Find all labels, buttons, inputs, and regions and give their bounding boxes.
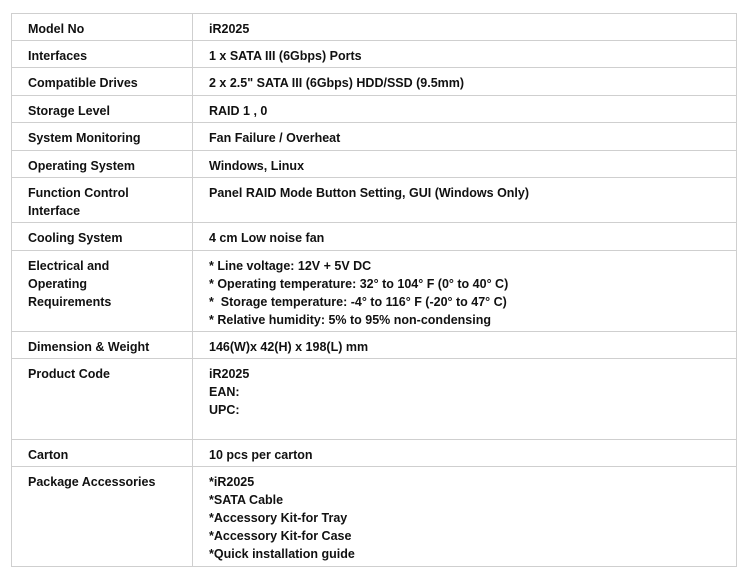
label-line: Requirements bbox=[28, 295, 112, 309]
label-line: Storage Level bbox=[28, 104, 110, 118]
table-row bbox=[12, 68, 737, 96]
label-line: Model No bbox=[28, 22, 85, 36]
label-line: Operating bbox=[28, 277, 88, 291]
value-line: EAN: bbox=[209, 385, 240, 399]
spec-value-carton bbox=[193, 440, 737, 467]
spec-label-cooling-system bbox=[12, 223, 193, 251]
label-line: Operating System bbox=[28, 159, 135, 173]
spec-label-operating-system bbox=[12, 151, 193, 178]
spec-value-package-accessories bbox=[193, 467, 737, 567]
spec-label-storage-level bbox=[12, 96, 193, 123]
spec-value-model-no bbox=[193, 14, 737, 41]
spec-label-system-monitoring bbox=[12, 123, 193, 151]
table-row bbox=[12, 151, 737, 178]
spec-label-interfaces bbox=[12, 41, 193, 68]
table-row bbox=[12, 123, 737, 151]
value-line: Windows, Linux bbox=[209, 159, 305, 173]
label-line: Dimension & Weight bbox=[28, 340, 150, 354]
label-line: System Monitoring bbox=[28, 131, 141, 145]
label-line: Package Accessories bbox=[28, 475, 156, 489]
spec-value-compatible-drives bbox=[193, 68, 737, 96]
label-line: Interfaces bbox=[28, 49, 88, 63]
value-line: RAID 1 , 0 bbox=[209, 104, 268, 118]
spec-label-carton bbox=[12, 440, 193, 467]
value-line: 10 pcs per carton bbox=[209, 448, 313, 462]
table-row bbox=[12, 41, 737, 68]
label-line: Function Control bbox=[28, 186, 129, 200]
value-line: *Quick installation guide bbox=[209, 547, 355, 561]
value-line: * Line voltage: 12V + 5V DC bbox=[209, 259, 372, 273]
table-row bbox=[12, 251, 737, 332]
spec-label-dimension-weight bbox=[12, 332, 193, 359]
label-line: Carton bbox=[28, 448, 69, 462]
table-row bbox=[12, 440, 737, 467]
value-line: *Accessory Kit-for Case bbox=[209, 529, 352, 543]
table-row bbox=[12, 223, 737, 251]
value-line: 1 x SATA III (6Gbps) Ports bbox=[209, 49, 362, 63]
spec-label-product-code bbox=[12, 359, 193, 440]
value-line: 4 cm Low noise fan bbox=[209, 231, 325, 245]
value-line: Fan Failure / Overheat bbox=[209, 131, 341, 145]
value-line: 2 x 2.5" SATA III (6Gbps) HDD/SSD (9.5mm) bbox=[209, 76, 465, 90]
value-line: * Operating temperature: 32° to 104° F (0° to 40° C) bbox=[209, 277, 509, 291]
spec-value-product-code bbox=[193, 359, 737, 440]
spec-value-function-control bbox=[193, 178, 737, 223]
value-line: iR2025 bbox=[209, 367, 250, 381]
value-line: iR2025 bbox=[209, 22, 250, 36]
value-line: *Accessory Kit-for Tray bbox=[209, 511, 348, 525]
table-row bbox=[12, 359, 737, 440]
table-row bbox=[12, 332, 737, 359]
value-line: * Relative humidity: 5% to 95% non-condensing bbox=[209, 313, 491, 327]
table-row bbox=[12, 96, 737, 123]
spec-value-interfaces bbox=[193, 41, 737, 68]
label-line: Electrical and bbox=[28, 259, 110, 273]
label-line: Cooling System bbox=[28, 231, 123, 245]
spec-value-system-monitoring bbox=[193, 123, 737, 151]
spec-value-electrical bbox=[193, 251, 737, 332]
spec-label-electrical bbox=[12, 251, 193, 332]
table-row bbox=[12, 467, 737, 567]
label-line: Product Code bbox=[28, 367, 110, 381]
spec-label-package-accessories bbox=[12, 467, 193, 567]
table-row bbox=[12, 178, 737, 223]
value-line: 146(W)x 42(H) x 198(L) mm bbox=[209, 340, 369, 354]
spec-label-function-control bbox=[12, 178, 193, 223]
spec-value-dimension-weight bbox=[193, 332, 737, 359]
value-line: * Storage temperature: -4° to 116° F (-20° to 47° C) bbox=[209, 295, 507, 309]
spec-value-storage-level bbox=[193, 96, 737, 123]
spec-value-operating-system bbox=[193, 151, 737, 178]
spec-table bbox=[11, 13, 737, 567]
spec-label-model-no bbox=[12, 14, 193, 41]
value-line: Panel RAID Mode Button Setting, GUI (Windows Only) bbox=[209, 186, 530, 200]
spec-label-compatible-drives bbox=[12, 68, 193, 96]
label-line: Compatible Drives bbox=[28, 76, 138, 90]
table-row bbox=[12, 14, 737, 41]
value-line: UPC: bbox=[209, 403, 240, 417]
value-line: *iR2025 bbox=[209, 475, 255, 489]
spec-value-cooling-system bbox=[193, 223, 737, 251]
value-line: *SATA Cable bbox=[209, 493, 284, 507]
label-line: Interface bbox=[28, 204, 81, 218]
